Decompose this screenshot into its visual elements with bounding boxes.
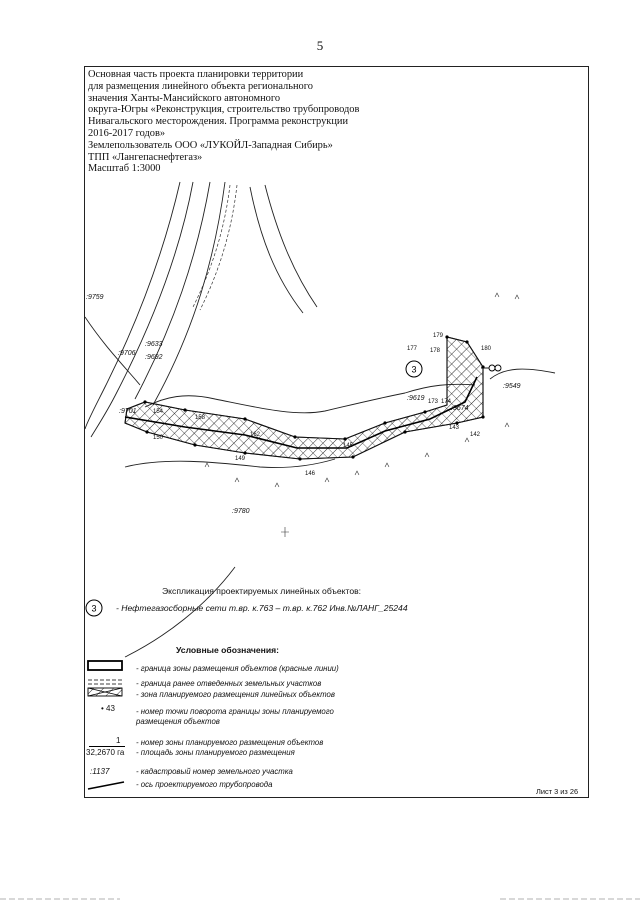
point-number: 173 bbox=[428, 399, 439, 405]
road-lines bbox=[193, 185, 237, 310]
legend-item-text: - зона планируемого размещения линейных объектов bbox=[136, 690, 335, 699]
header-line: ТПП «Лангепаснефтегаз» bbox=[88, 151, 203, 163]
header-line: Масштаб 1:3000 bbox=[88, 163, 161, 175]
legend-item-text-2: размещения объектов bbox=[136, 717, 220, 726]
point-number: 174 bbox=[441, 399, 452, 405]
cadastral-symbol: :1137 bbox=[90, 767, 110, 776]
parcel-label: :9619 bbox=[407, 395, 425, 402]
point-number: 180 bbox=[481, 346, 492, 352]
point-number: 146 bbox=[305, 471, 316, 477]
point-number: 145 bbox=[343, 443, 354, 449]
point-number: 142 bbox=[470, 432, 481, 438]
parcel-label: :9759 bbox=[86, 294, 104, 301]
point-number: 150 bbox=[153, 435, 164, 441]
explication-title: Экспликация проектируемых линейных объектов: bbox=[162, 586, 362, 596]
planned-zone bbox=[125, 337, 483, 459]
parcel-label: :9701 bbox=[119, 408, 137, 415]
legend-item-text-2: - площадь зоны планируемого размещения bbox=[136, 748, 295, 757]
parcel-label: :9633 bbox=[145, 341, 163, 348]
point-number: 178 bbox=[430, 348, 441, 354]
legend-title: Условные обозначения: bbox=[176, 645, 279, 655]
legend-item-text: - ось проектируемого трубопровода bbox=[136, 780, 273, 789]
explication-number-circle bbox=[84, 598, 104, 618]
scan-edge-noise bbox=[0, 896, 640, 902]
parcel-label: :9674 bbox=[451, 405, 469, 412]
dashed-line-symbol bbox=[88, 680, 124, 684]
page-number: 5 bbox=[316, 38, 324, 53]
legend-item-text: - номер точки поворота границы зоны планируемого bbox=[136, 707, 334, 716]
header-line: 2016-2017 годов» bbox=[88, 127, 166, 139]
parcel-label: :9706 bbox=[118, 350, 136, 357]
point-number: 143 bbox=[449, 425, 460, 431]
legend-item-text: - граница ранее отведенных земельных участков bbox=[136, 679, 322, 688]
parcel-label: :9780 bbox=[232, 508, 250, 515]
header-line: Землепользователь ООО «ЛУКОЙЛ-Западная Сибирь» bbox=[88, 139, 333, 151]
explication-number: 3 bbox=[91, 603, 97, 614]
point-number: 154 bbox=[153, 409, 164, 415]
pipeline-axis-symbol bbox=[88, 782, 124, 789]
header-line: Основная часть проекта планировки территории bbox=[88, 69, 304, 80]
document-header bbox=[88, 69, 388, 175]
legend-item-text: - кадастровый номер земельного участка bbox=[136, 767, 293, 776]
fraction-bottom: 32,2670 га bbox=[86, 748, 125, 757]
point-number: 162 bbox=[250, 432, 261, 438]
header-line: округа-Югры «Реконструкция, строительство трубопроводов bbox=[88, 104, 360, 116]
hatched-zone-symbol bbox=[88, 688, 122, 696]
fraction-top: 1 bbox=[116, 736, 121, 745]
point-number: 149 bbox=[235, 456, 246, 462]
fraction-line bbox=[89, 746, 125, 747]
point-number: 158 bbox=[195, 415, 206, 421]
parcel-label: :9692 bbox=[145, 354, 163, 361]
red-line-symbol bbox=[88, 661, 122, 670]
zone-number: 3 bbox=[411, 364, 417, 375]
legend-item-text: - номер зоны планируемого размещения объектов bbox=[136, 738, 324, 747]
sheet-number: Лист 3 из 26 bbox=[536, 787, 579, 796]
legend-item-text: - граница зоны размещения объектов (красные линии) bbox=[136, 664, 339, 673]
parcel-label: :9549 bbox=[503, 383, 521, 390]
legend-symbols bbox=[84, 658, 134, 798]
point-number: 177 bbox=[407, 346, 418, 352]
header-line: для размещения линейного объекта регионального bbox=[88, 80, 313, 92]
header-line: значения Ханты-Мансийского автономного bbox=[88, 92, 281, 104]
header-line: Нивагальского месторождения. Программа реконструкции bbox=[88, 116, 349, 128]
explication-item: - Нефтегазосборные сети т.вр. к.763 – т.вр. к.762 Инв.№ЛАНГ_25244 bbox=[116, 603, 408, 613]
point-symbol: • 43 bbox=[101, 704, 115, 713]
point-number: 179 bbox=[433, 333, 444, 339]
